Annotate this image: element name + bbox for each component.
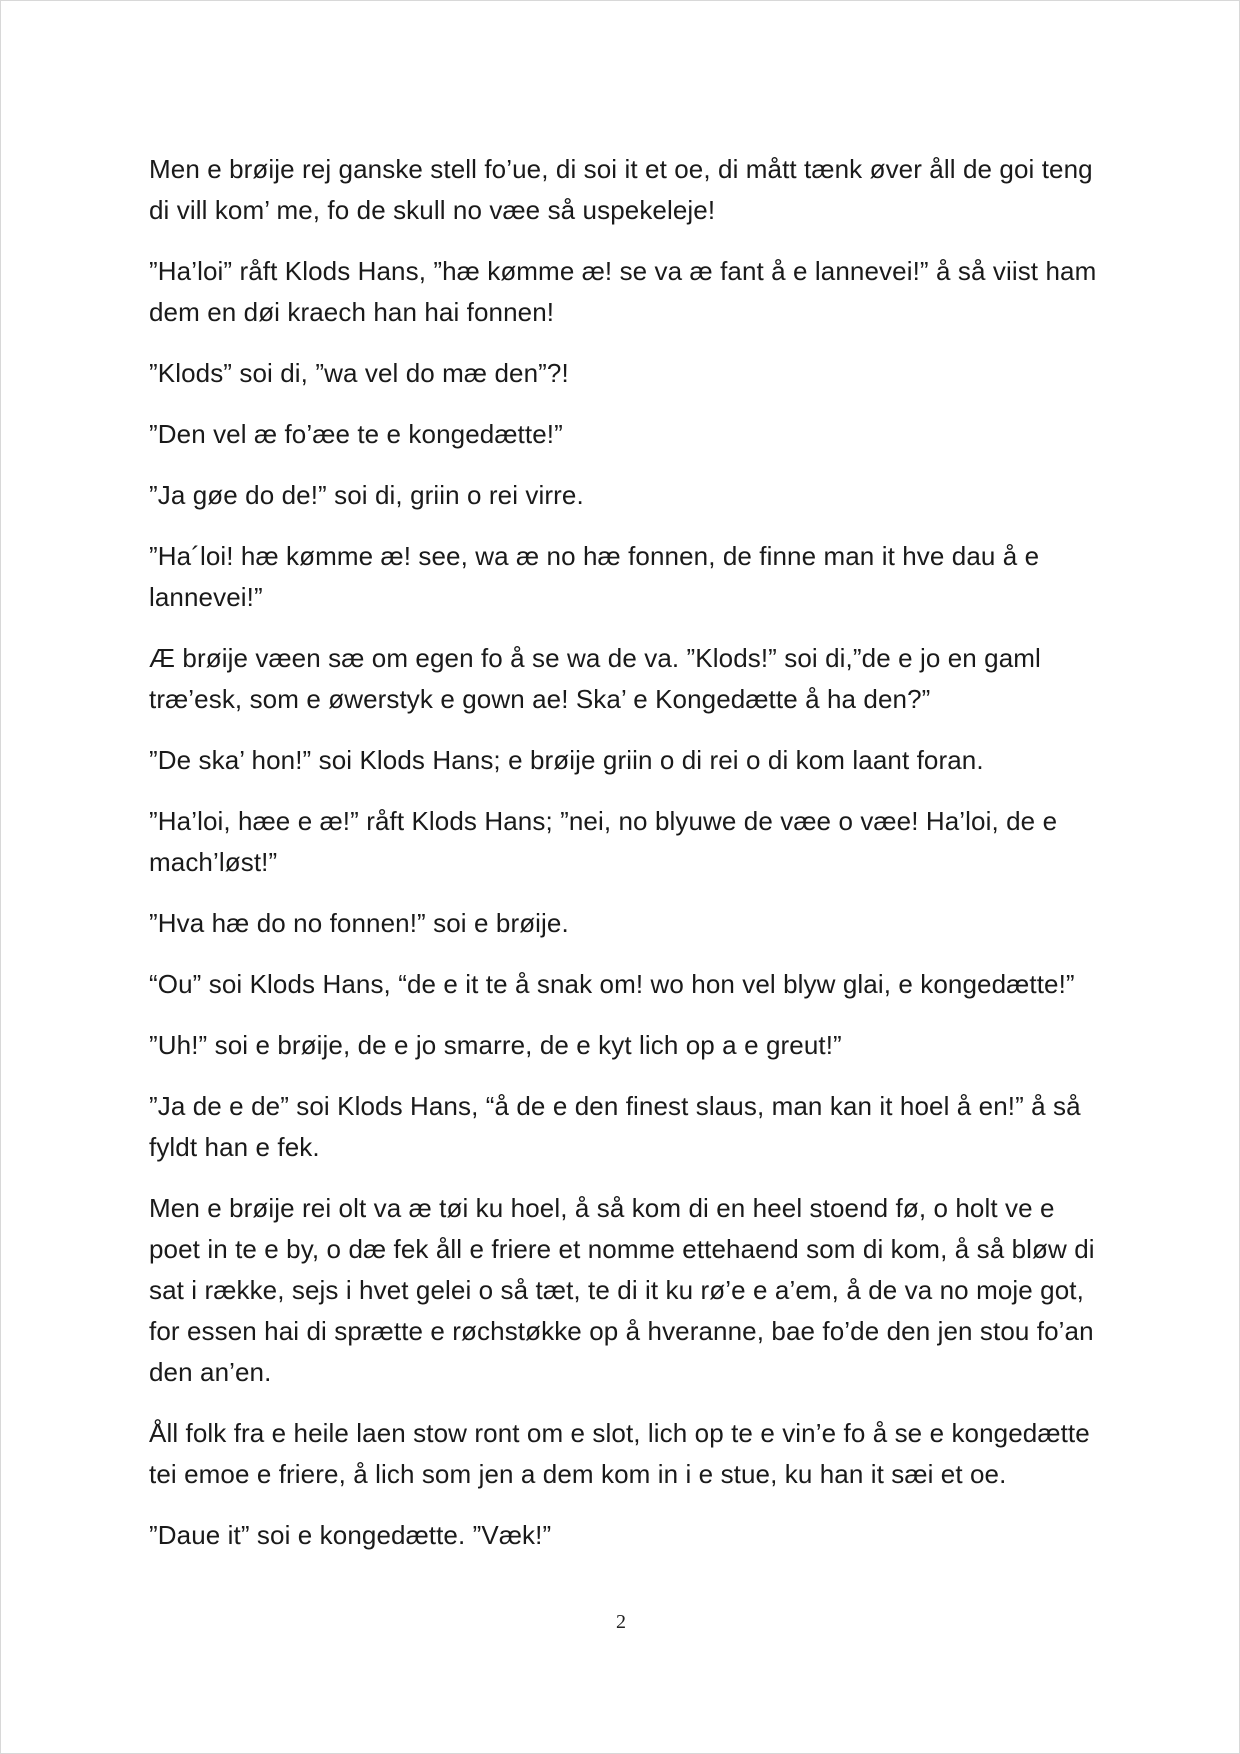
paragraph: ”Ja de e de” soi Klods Hans, “å de e den finest slaus, man kan it hoel å en!” å så fyldt han e fek. bbox=[149, 1091, 1081, 1162]
paragraph: ”Den vel æ fo’æe te e kongedætte!” bbox=[149, 419, 563, 449]
paragraph: Åll folk fra e heile laen stow ront om e slot, lich op te e vin’e fo å se e kongedætte tei emoe e friere, å lich som jen a dem kom in i e stue, ku han it sæi et oe. bbox=[149, 1418, 1090, 1489]
paragraph: Men e brøije rej ganske stell fo’ue, di soi it et oe, di mått tænk øver åll de goi teng di vill kom’ me, fo de skull no væe så uspekeleje! bbox=[149, 154, 1093, 225]
text-body bbox=[149, 149, 1104, 1576]
paragraph: ”Ha´loi! hæ kømme æ! see, wa æ no hæ fonnen, de finne man it hve dau å e lannevei!” bbox=[149, 541, 1040, 612]
paragraph: ”Daue it” soi e kongedætte. ”Væk!” bbox=[149, 1520, 552, 1550]
paragraph: “Ou” soi Klods Hans, “de e it te å snak om! wo hon vel blyw glai, e kongedætte!” bbox=[149, 969, 1075, 999]
paragraph: ”Uh!” soi e brøije, de e jo smarre, de e kyt lich op a e greut!” bbox=[149, 1030, 842, 1060]
page-number: 2 bbox=[616, 1611, 626, 1633]
paragraph: ”Ja gøe do de!” soi di, griin o rei virre. bbox=[149, 480, 584, 510]
paragraph: ”Ha’loi, hæe e æ!” råft Klods Hans; ”nei, no blyuwe de væe o væe! Ha’loi, de e mach’løst!” bbox=[149, 806, 1058, 877]
paragraph: ”Ha’loi” råft Klods Hans, ”hæ kømme æ! se va æ fant å e lannevei!” å så viist ham dem en døi kraech han hai fonnen! bbox=[149, 256, 1097, 327]
paragraph: ”Hva hæ do no fonnen!” soi e brøije. bbox=[149, 908, 569, 938]
paragraph: Æ brøije væen sæ om egen fo å se wa de va. ”Klods!” soi di,”de e jo en gaml træ’esk, som e øwerstyk e gown ae! Ska’ e Kongedætte å ha den?” bbox=[149, 643, 1041, 714]
paragraph: ”Klods” soi di, ”wa vel do mæ den”?! bbox=[149, 358, 569, 388]
paragraph: ”De ska’ hon!” soi Klods Hans; e brøije griin o di rei o di kom laant foran. bbox=[149, 745, 984, 775]
paragraph: Men e brøije rei olt va æ tøi ku hoel, å så kom di en heel stoend fø, o holt ve e poet in te e by, o dæ fek åll e friere et nomme ettehaend som di kom, å så bløw di sat i række, sejs i hvet gelei o så tæt, te di it ku rø’e e a’em, å de va no moje got, for essen hai di sprætte e røchstøkke op å hveranne, bae fo’de den jen stou fo’an den an’en. bbox=[149, 1193, 1095, 1387]
